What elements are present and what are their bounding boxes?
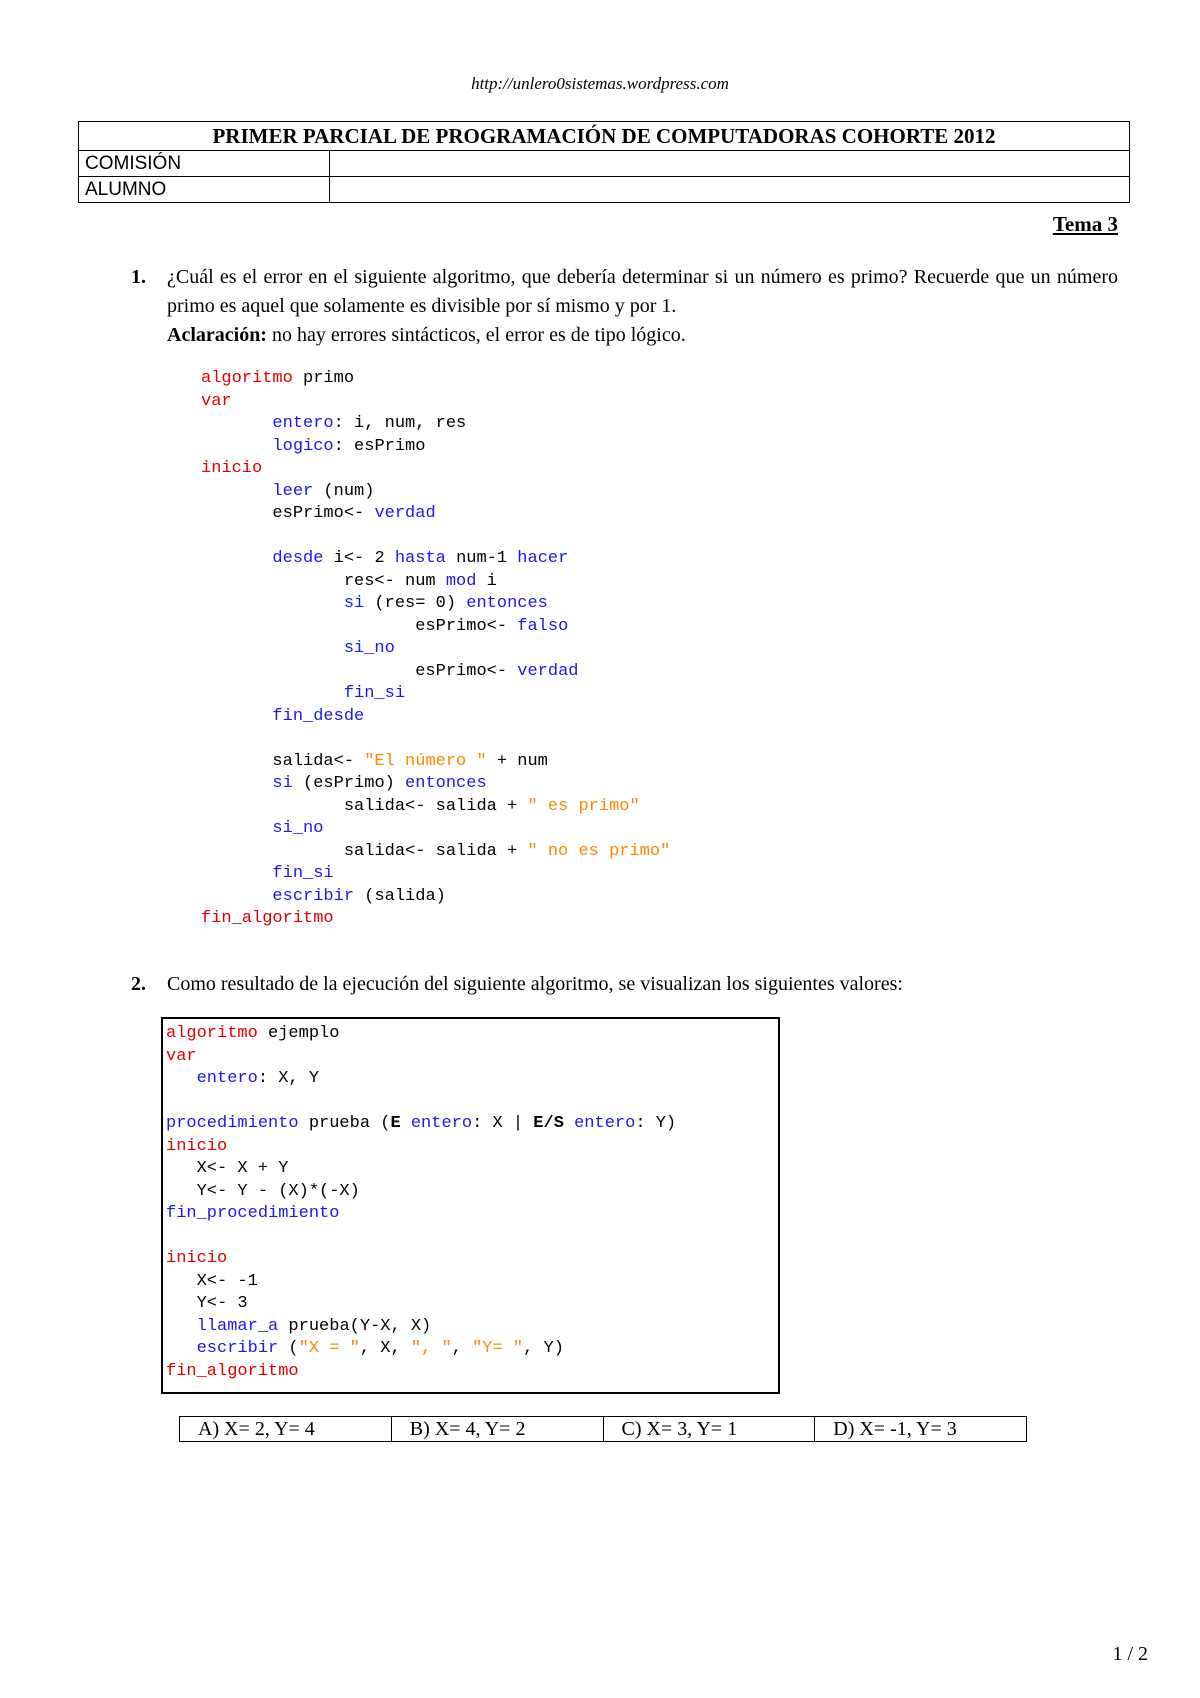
code-token: salida<- salida +: [201, 841, 528, 861]
exam-title: PRIMER PARCIAL DE PROGRAMACIÓN DE COMPUTADORAS COHORTE 2012: [79, 122, 1130, 151]
code-token: inicio: [166, 1249, 228, 1268]
alumno-label: ALUMNO: [79, 177, 330, 203]
code-token: prueba(Y-X, X): [278, 1316, 432, 1336]
alumno-field[interactable]: [330, 177, 1130, 203]
code-line: [166, 1047, 197, 1066]
code-token: "Y= ": [472, 1339, 524, 1358]
code-line: [201, 482, 374, 501]
code-line: [166, 1249, 227, 1268]
code-line: [201, 774, 487, 793]
code-token: logico: [272, 436, 334, 456]
code-line: [201, 864, 334, 883]
code-token: salida<-: [201, 751, 365, 771]
tema-label: Tema 3: [1052, 212, 1118, 236]
code-token: si: [343, 594, 365, 613]
code-token: (res= 0): [364, 594, 467, 613]
code-line: [166, 1159, 288, 1178]
answer-option-d[interactable]: D) X= -1, Y= 3: [815, 1417, 1027, 1442]
answer-options: [179, 1416, 1027, 1442]
code-token: fin_si: [343, 684, 406, 703]
code-token: fin_algoritmo: [166, 1361, 299, 1381]
code-token: [166, 1317, 197, 1336]
code-token: var: [166, 1046, 197, 1066]
code-token: fin_procedimiento: [166, 1204, 340, 1223]
code-line: [201, 437, 425, 456]
code-line: [166, 1339, 564, 1358]
code-token: prueba (: [298, 1114, 391, 1133]
code-token: Y<- Y - (X)*(-X): [166, 1181, 360, 1201]
code-line: [166, 1024, 339, 1043]
code-token: hacer: [517, 549, 569, 568]
code-line: [201, 909, 334, 928]
code-line: [201, 617, 568, 636]
code-token: X<- -1: [166, 1271, 258, 1291]
code-token: , Y): [523, 1339, 564, 1358]
code-token: desde: [272, 549, 324, 568]
code-token: algoritmo: [201, 369, 293, 388]
comision-field[interactable]: [330, 151, 1130, 177]
code-token: [166, 1339, 197, 1358]
code-token: [401, 1114, 411, 1133]
question-1-note-text: no hay errores sintácticos, el error es de tipo lógico.: [266, 324, 686, 346]
code-token: , X,: [359, 1339, 411, 1358]
code-token: hasta: [394, 549, 446, 568]
code-token: : esPrimo: [333, 436, 426, 456]
question-1-text: [167, 263, 1118, 350]
code-line: [166, 1317, 431, 1336]
code-token: res<- num: [201, 571, 446, 591]
code-token: [201, 684, 344, 703]
code-line: [201, 392, 232, 411]
code-token: verdad: [374, 504, 436, 523]
answer-option-b[interactable]: B) X= 4, Y= 2: [391, 1417, 603, 1442]
code-token: llamar_a: [196, 1316, 279, 1336]
code-token: E: [390, 1114, 401, 1133]
code-token: esPrimo<-: [201, 616, 518, 636]
exam-header-table: [78, 121, 1130, 203]
question-1-note-label: Aclaración:: [167, 324, 267, 346]
header-url: http://unlero0sistemas.wordpress.com: [471, 74, 729, 93]
code-token: fin_desde: [272, 706, 365, 726]
code-token: esPrimo<-: [201, 661, 518, 681]
code-token: entero: [410, 1114, 473, 1133]
code-token: X<- X + Y: [166, 1159, 289, 1178]
question-1-number: 1.: [131, 266, 146, 288]
code-token: (: [278, 1339, 299, 1358]
code-token: [201, 639, 344, 658]
code-token: escribir: [196, 1339, 279, 1358]
code-token: (salida): [354, 886, 446, 906]
code-token: " no es primo": [527, 841, 671, 861]
code-token: algoritmo: [166, 1024, 258, 1043]
code-line: [201, 842, 670, 861]
code-line: [201, 797, 640, 816]
code-token: entero: [574, 1114, 636, 1133]
question-2-number: 2.: [131, 973, 146, 995]
code-token: "X = ": [298, 1339, 360, 1358]
code-line: [201, 639, 395, 658]
code-token: [166, 1069, 197, 1088]
code-line: [201, 549, 568, 568]
code-token: "El número ": [364, 751, 487, 771]
code-token: " es primo": [527, 796, 640, 816]
code-token: [201, 414, 272, 433]
code-token: (num): [313, 481, 375, 501]
code-token: procedimiento: [166, 1114, 299, 1133]
code-line: [166, 1294, 248, 1313]
code-line: [201, 572, 497, 591]
code-token: : X, Y: [257, 1069, 320, 1088]
code-token: inicio: [201, 459, 263, 478]
code-line: [201, 684, 405, 703]
code-token: var: [201, 391, 232, 411]
code-token: [201, 482, 272, 501]
code-line: [201, 369, 354, 388]
code-line: [166, 1362, 299, 1381]
code-token: [201, 819, 272, 838]
answer-option-c[interactable]: C) X= 3, Y= 1: [603, 1417, 815, 1442]
code-line: [166, 1137, 227, 1156]
code-line: [166, 1069, 319, 1088]
page-number: 1 / 2: [1112, 1643, 1148, 1665]
code-line: [166, 1182, 360, 1201]
code-token: num-1: [445, 549, 518, 568]
code-token: esPrimo<-: [201, 504, 375, 523]
code-line: [166, 1204, 339, 1223]
code-token: [201, 549, 272, 568]
code-token: entonces: [405, 774, 487, 793]
code-token: : Y): [635, 1114, 677, 1133]
code-token: [201, 864, 272, 883]
question-1-prompt: ¿Cuál es el error en el siguiente algoritmo, que debería determinar si un número es primo? Recuerde que un número primo es aquel que solamente es divisible por sí mismo y por 1.: [167, 266, 1118, 317]
code-line: [201, 594, 548, 613]
code-token: fin_algoritmo: [201, 909, 334, 928]
code-token: + num: [486, 751, 548, 771]
code-line: [166, 1272, 258, 1291]
code-token: entero: [272, 414, 334, 433]
code-token: si: [272, 774, 293, 793]
code-token: primo: [292, 369, 355, 388]
code-token: ", ": [410, 1339, 452, 1358]
code-token: si_no: [343, 639, 395, 658]
code-token: entero: [196, 1069, 258, 1088]
code-token: i: [476, 571, 497, 591]
code-token: escribir: [272, 886, 355, 906]
code-token: [201, 887, 272, 906]
question-2-text: Como resultado de la ejecución del siguiente algoritmo, se visualizan los siguientes valores:: [167, 973, 903, 995]
code-line: [201, 414, 466, 433]
code-token: ,: [451, 1339, 473, 1358]
code-token: [201, 594, 344, 613]
code-line: [201, 819, 323, 838]
code-block-primo: [201, 368, 670, 931]
code-token: ejemplo: [257, 1024, 340, 1043]
code-token: Y<- 3: [166, 1294, 248, 1313]
code-token: fin_si: [272, 864, 334, 883]
code-token: [201, 437, 272, 456]
code-token: i<- 2: [323, 549, 395, 568]
code-token: falso: [517, 616, 569, 636]
comision-label: COMISIÓN: [79, 151, 330, 177]
code-token: [564, 1114, 574, 1133]
code-token: : i, num, res: [333, 414, 467, 433]
code-line: [201, 459, 262, 478]
code-line: [201, 707, 364, 726]
code-line: [201, 752, 548, 771]
code-token: inicio: [166, 1136, 228, 1156]
code-token: verdad: [517, 661, 579, 681]
code-token: : X |: [472, 1114, 534, 1133]
answer-option-a[interactable]: A) X= 2, Y= 4: [180, 1417, 392, 1442]
code-token: leer: [272, 481, 314, 501]
code-token: si_no: [272, 819, 324, 838]
code-line: [201, 887, 446, 906]
code-token: (esPrimo): [292, 774, 406, 793]
code-line: [201, 504, 436, 523]
code-token: mod: [445, 571, 477, 591]
code-line: [201, 662, 578, 681]
code-token: E/S: [533, 1114, 564, 1133]
code-token: entonces: [466, 594, 548, 613]
code-token: [201, 774, 272, 793]
code-line: [166, 1114, 676, 1133]
code-token: [201, 707, 272, 726]
code-token: salida<- salida +: [201, 796, 528, 816]
code-block-ejemplo: [166, 1023, 676, 1383]
